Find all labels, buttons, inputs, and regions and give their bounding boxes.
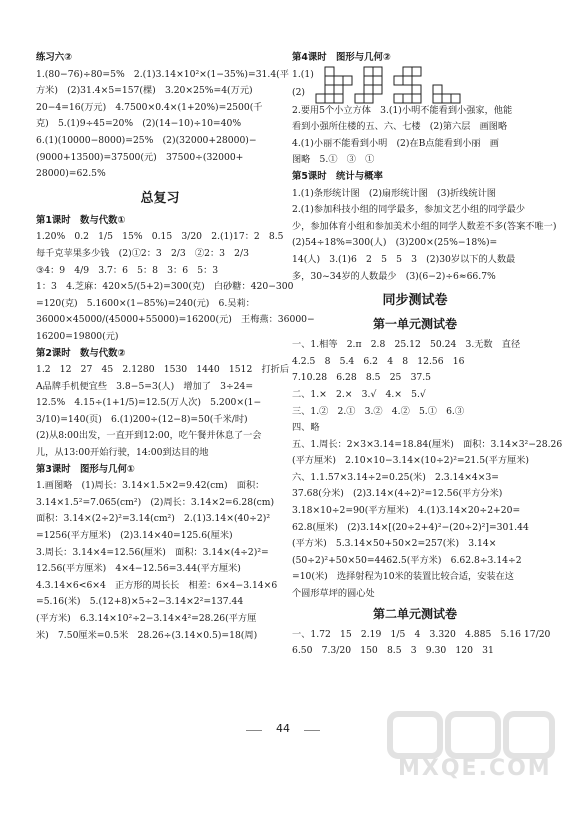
answer-line: 方米) (2)31.4×5=157(棵) 3.20×25%=4(万元) bbox=[36, 85, 253, 97]
cube-view-icon bbox=[363, 66, 383, 86]
answer-line: 36000×45000/(45000+55000)=16200(元) 王梅燕：36000− bbox=[36, 314, 315, 326]
answer-line: =5.16(米) 5.(12+8)×5÷2−3.14×2²=137.44 bbox=[36, 596, 244, 608]
answer-line: 4.(1)小丽不能看到小明 (2)在B点能看到小丽 画 bbox=[292, 137, 499, 149]
answer-line: 7.10.28 6.28 8.5 25 37.5 bbox=[292, 372, 432, 384]
section-heading: 第3课时 图形与几何① bbox=[36, 463, 135, 475]
cube-view-icon bbox=[393, 84, 422, 104]
unit-title: 第一单元测试卷 bbox=[372, 317, 457, 332]
answer-line: 2.要用5个小立方体 3.(1)小明不能看到小强家，他能 bbox=[292, 104, 513, 116]
answer-line: 3.周长：3.14×4=12.56(厘米) 面积：3.14×(4÷2)²= bbox=[36, 546, 269, 558]
section-heading: 第2课时 数与代数② bbox=[36, 347, 126, 359]
answer-line: 五、1.周长：2×3×3.14=18.84(厘米) 面积：3.14×3²−28.26 bbox=[292, 438, 563, 450]
answer-line: ③4：9 4/9 3.7：6 5：8 3：6 5：3 bbox=[36, 264, 219, 276]
answer-line: 六、1.1.57×3.14÷2=0.25(米) 2.3.14×4×3= bbox=[292, 471, 500, 483]
answer-line: 米) 7.50厘米=0.5米 28.26÷(3.14×0.5)=18(周) bbox=[36, 629, 258, 641]
answer-line: =120(克) 5.1600×(1−85%)=240(元) 6.吴莉： bbox=[36, 297, 255, 309]
right-column bbox=[292, 50, 563, 660]
answer-line: 37.68(分米) (2)3.14×(4÷2)²=12.56(平方分米) bbox=[292, 488, 503, 500]
cube-view-icon bbox=[354, 84, 383, 104]
answer-line: 6.(1)(10000−8000)=25% (2)(32000+28000)− bbox=[36, 134, 257, 146]
answer-line: 1.(1)条形统计图 (2)扇形统计图 (3)折线统计图 bbox=[292, 187, 496, 199]
answer-line: (50÷2)²+50×50=4462.5(平方米) 6.62.8÷3.14÷2 bbox=[292, 554, 522, 566]
answer-line: 4.3.14×6<6×4 正方形的周长长 相差：6×4−3.14×6 bbox=[36, 579, 278, 591]
answer-line: 图略 5.① ③ ① bbox=[292, 154, 375, 166]
section-heading: 第5课时 统计与概率 bbox=[292, 170, 383, 182]
answer-line: (9000+13500)=37500(元) 37500÷(32000+ bbox=[36, 151, 244, 163]
answer-line: 20−4=16(万元) 4.7500×0.4×(1+20%)=2500(千 bbox=[36, 101, 263, 113]
answer-line: A品牌手机便宜些 3.8−5=3(人) 增加了 3÷24= bbox=[36, 380, 254, 392]
answer-line: 1.(80−76)÷80=5% 2.(1)3.14×10²×(1−35%)=31.4(平 bbox=[36, 68, 289, 80]
answer-line: 3/10)=140(页) 6.(1)200÷(12−8)=50(千米/时) bbox=[36, 413, 248, 425]
answer-line: =10(米) 选择射程为10米的装置比较合适，安装在这 bbox=[292, 571, 514, 583]
figure-label: 1.(1) bbox=[292, 69, 314, 81]
answer-line: (平方米) 6.3.14×10²÷2−3.14×4²=28.26(平方厘 bbox=[36, 613, 257, 624]
answer-line: 4.2.5 8 5.4 6.2 4 8 12.56 16 bbox=[292, 355, 465, 367]
answer-line: 3.14×1.5²=7.065(cm²) (2)周长：3.14×2=6.28(cm) bbox=[36, 496, 275, 508]
answer-line: 3.18×10÷2=90(平方厘米) 4.(1)3.14×20÷2+20= bbox=[292, 505, 521, 517]
answer-line: 一、1.72 15 2.19 1/5 4 3.320 4.885 5.16 17/20 bbox=[292, 628, 551, 640]
answer-line: 14(人) 3.(1)6 2 5 5 3 (2)30岁以下的人数最 bbox=[292, 253, 516, 265]
answer-line: 看到小强所住楼的五、六、七楼 (2)第六层 画图略 bbox=[292, 121, 508, 133]
page-number: 44 bbox=[250, 722, 316, 735]
answer-line: 儿，从13:00开始行驶，14:00到达目的地 bbox=[36, 447, 209, 459]
answer-line: 面积：3.14×(2÷2)²=3.14(cm²) 2.(1)3.14×(40÷2)² bbox=[36, 513, 271, 525]
answer-line: (2)从8:00出发，一直开到12:00，吃午餐并休息了一会 bbox=[36, 430, 262, 442]
answer-line: (平方厘米) 2.10×10−3.14×(10÷2)²=21.5(平方厘米) bbox=[292, 455, 529, 467]
answer-line: (2)54÷18%=300(人) (3)200×(25%−18%)= bbox=[292, 237, 498, 249]
answer-line: 1.20% 0.2 1/5 15% 0.15 3/20 2.(1)17：2 8.5 bbox=[36, 231, 284, 243]
answer-line: 62.8(厘米) (2)3.14×[(20÷2+4)²−(20÷2)²]=301.44 bbox=[292, 521, 529, 533]
cube-view-icon bbox=[432, 84, 461, 104]
answer-line: 16200=19800(元) bbox=[36, 330, 119, 342]
watermark-text: MXQE.COM bbox=[398, 756, 552, 781]
cube-view-icon bbox=[315, 84, 344, 104]
answer-line: 1.2 12 27 45 2.1280 1530 1440 1512 打折后 bbox=[36, 364, 290, 376]
answer-line: 一、1.相等 2.π 2.8 25.12 50.24 3.无数 直径 bbox=[292, 339, 521, 351]
unit-title: 第二单元测试卷 bbox=[372, 606, 457, 621]
section-heading: 练习六② bbox=[36, 52, 73, 63]
right-figure-row bbox=[292, 85, 538, 103]
answer-line: 二、1.× 2.× 3.√ 4.× 5.√ bbox=[292, 388, 426, 400]
answer-line: 1.画图略 (1)周长：3.14×1.5×2=9.42(cm) 面积： bbox=[36, 480, 265, 492]
answer-line: 每千克苹果多少钱 (2)①2：3 2/3 ②2：3 2/3 bbox=[36, 247, 249, 259]
answer-line: 12.5% 4.15÷(1+1/5)=12.5(万人次) 5.200×(1− bbox=[36, 397, 262, 409]
answer-line: 1：3 4.芝麻：420×5/(5+2)=300(克) 白砂糖：420−300 bbox=[36, 281, 294, 293]
answer-line: 6.50 7.3/20 150 8.5 3 9.30 120 31 bbox=[292, 645, 494, 657]
answer-line: 少，参加体育小组和参加美术小组的同学人数差不多(答案不唯一) bbox=[292, 220, 557, 232]
answer-line: (平方米) 5.3.14×50+50×2=257(米) 3.14× bbox=[292, 538, 497, 550]
right-figure-row bbox=[292, 67, 538, 85]
chapter-title: 同步测试卷 bbox=[382, 293, 448, 309]
answer-line: 12.56(平方厘米) 4×4−12.56=3.44(平方厘米) bbox=[36, 563, 241, 575]
section-heading: 第4课时 图形与几何② bbox=[292, 52, 391, 63]
answer-line: 个圆形草坪的圆心处 bbox=[292, 588, 375, 600]
answer-line: 四、略 bbox=[292, 422, 320, 434]
answer-line: =1256(平方厘米) (2)3.14×40=125.6(厘米) bbox=[36, 530, 233, 542]
cube-view-icon bbox=[324, 66, 353, 86]
answer-line: 多，30~34岁的人数最少 (3)(6−2)÷6≈66.7% bbox=[292, 270, 496, 282]
chapter-title: 总复习 bbox=[140, 190, 180, 206]
figure-label: (2) bbox=[292, 87, 306, 99]
answer-line: 28000)=62.5% bbox=[36, 168, 106, 180]
answer-line: 三、1.② 2.① 3.② 4.② 5.① 6.③ bbox=[292, 405, 465, 417]
answer-line: 2.(1)参加科技小组的同学最多，参加文艺小组的同学最少 bbox=[292, 204, 526, 216]
cube-view-icon bbox=[393, 66, 422, 86]
answer-line: 克) 5.(1)9÷45=20% (2)(14−10)÷10=40% bbox=[36, 118, 242, 130]
section-heading: 第1课时 数与代数① bbox=[36, 214, 126, 226]
